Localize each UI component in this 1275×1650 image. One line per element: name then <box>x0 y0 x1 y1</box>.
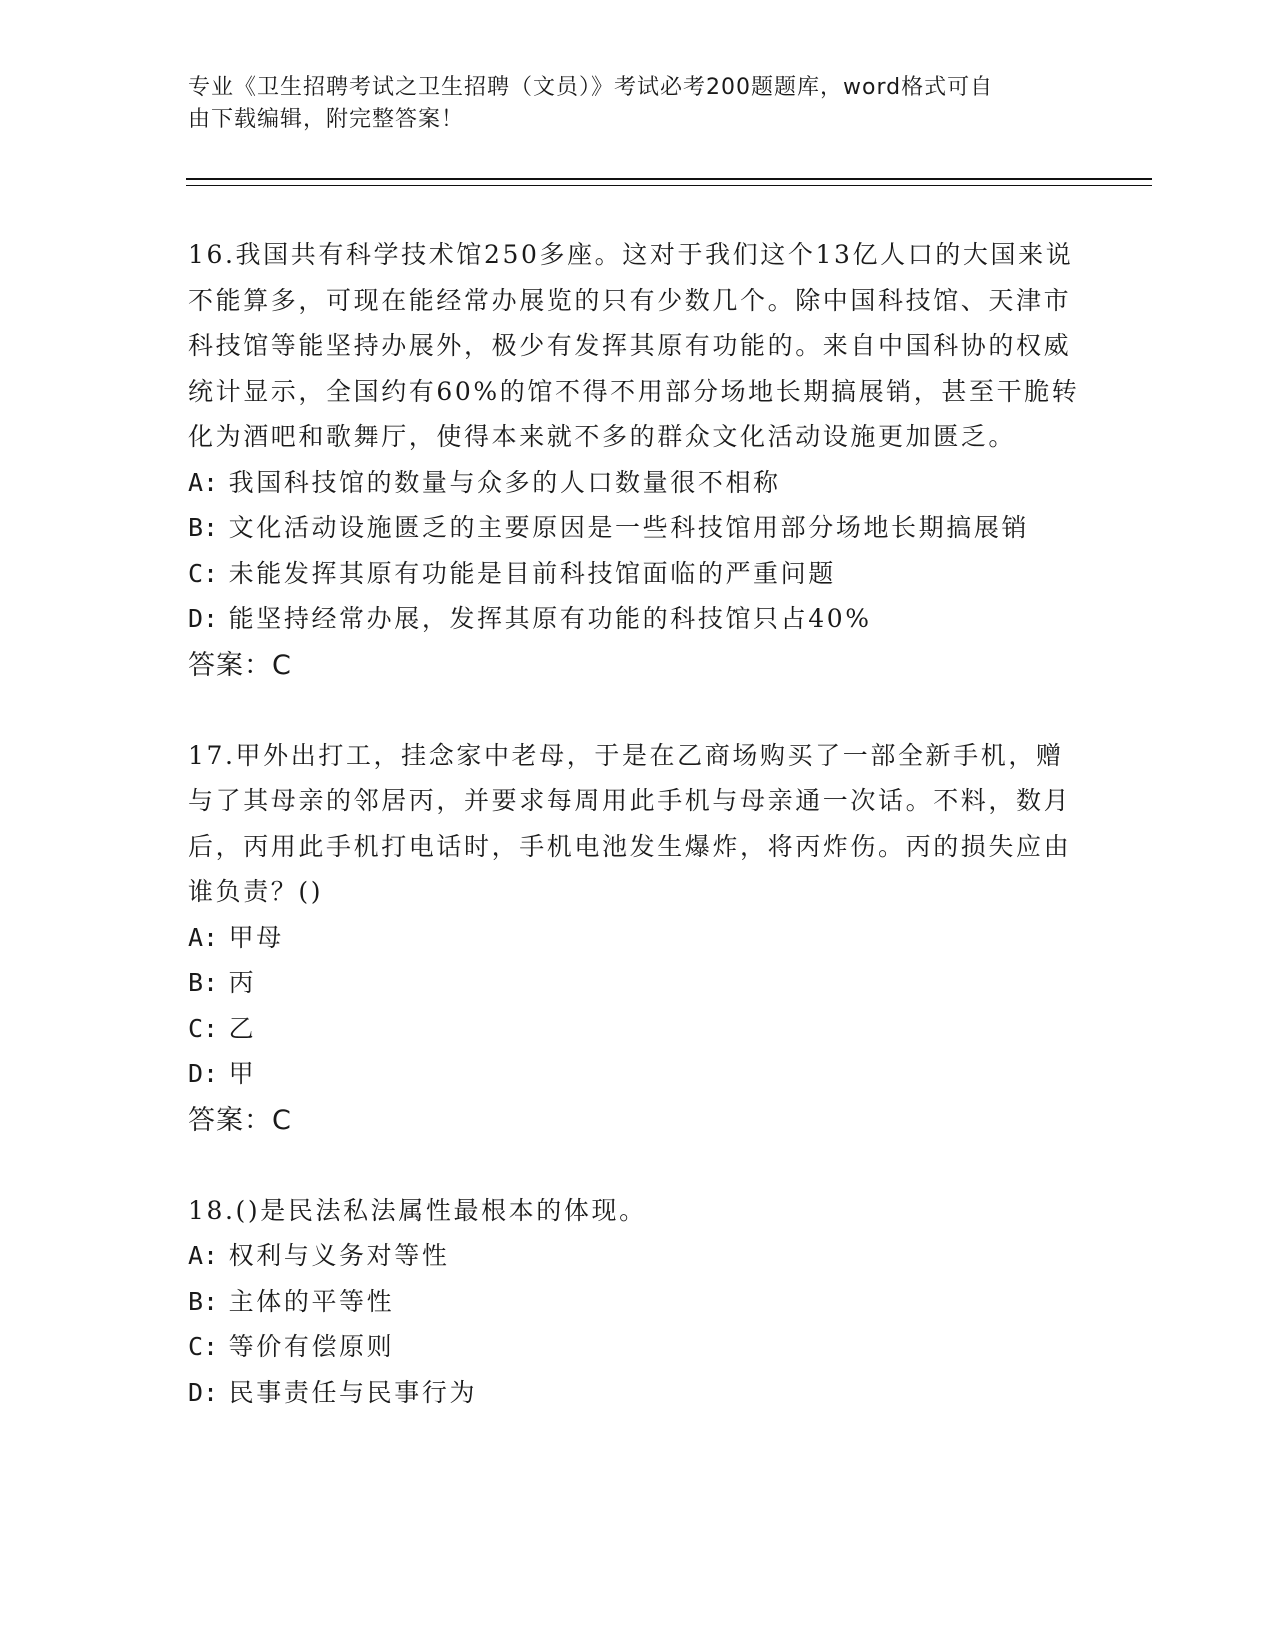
option-d <box>188 1051 1088 1097</box>
option-a <box>188 915 1088 961</box>
option-b <box>188 1279 1088 1325</box>
option-text: 民事责任与民事行为 <box>228 1377 478 1407</box>
option-letter: A: <box>188 922 219 952</box>
option-text: 甲 <box>228 1059 257 1088</box>
question-stem: 17.甲外出打工，挂念家中老母，于是在乙商场购买了一部全新手机，赠与了其母亲的邻居丙，并要求每周用此手机与母亲通一次话。不料，数月后，丙用此手机打电话时，手机电池发生爆炸，将丙炸伤。丙的损失应由谁负责？() <box>188 740 1072 906</box>
question-17 <box>188 733 1088 1144</box>
question-stem: 16.我国共有科学技术馆250多座。这对于我们这个13亿人口的大国来说不能算多，可现在能经常办展览的只有少数几个。除中国科技馆、天津市科技馆等能坚持办展外，极少有发挥其原有功能的。来自中国科协的权威统计显示，全国约有60%的馆不得不用部分场地长期搞展销，甚至干脆转化为酒吧和歌舞厅，使得本来就不多的群众文化活动设施更加匮乏。 <box>188 240 1080 451</box>
option-a <box>188 460 1088 506</box>
document-header <box>188 72 1088 136</box>
answer-line: 答案：C <box>188 649 292 681</box>
option-letter: D: <box>188 604 219 633</box>
header-title-line-2: 由下载编辑，附完整答案！ <box>188 107 465 132</box>
option-text: 能坚持经常办展，发挥其原有功能的科技馆只占40% <box>228 604 872 633</box>
option-letter: B: <box>188 1286 219 1316</box>
option-c <box>188 1324 1088 1370</box>
option-text: 我国科技馆的数量与众多的人口数量很不相称 <box>228 467 781 497</box>
question-18 <box>188 1188 1088 1416</box>
option-text: 丙 <box>228 968 257 997</box>
option-text: 主体的平等性 <box>228 1286 395 1316</box>
option-letter: B: <box>188 968 219 997</box>
header-divider <box>186 178 1152 186</box>
option-text: 权利与义务对等性 <box>228 1241 450 1270</box>
option-text: 未能发挥其原有功能是目前科技馆面临的严重问题 <box>228 558 836 588</box>
question-stem: 18.()是民法私法属性最根本的体现。 <box>188 1195 647 1225</box>
option-letter: A: <box>188 467 219 497</box>
option-b <box>188 960 1088 1006</box>
option-d <box>188 1370 1088 1416</box>
header-title-line-1: 专业《卫生招聘考试之卫生招聘（文员）》考试必考200题题库，word格式可自 <box>188 75 994 100</box>
option-letter: C: <box>188 1013 219 1043</box>
option-text: 甲母 <box>228 922 284 952</box>
option-letter: B: <box>188 513 219 542</box>
option-letter: C: <box>188 558 219 588</box>
option-letter: D: <box>188 1377 219 1407</box>
option-c <box>188 551 1088 597</box>
option-a <box>188 1233 1088 1279</box>
question-list <box>188 232 1088 1459</box>
option-letter: A: <box>188 1241 219 1270</box>
option-c <box>188 1006 1088 1052</box>
option-d <box>188 596 1088 642</box>
option-letter: D: <box>188 1059 219 1088</box>
option-text: 文化活动设施匮乏的主要原因是一些科技馆用部分场地长期搞展销 <box>228 513 1030 542</box>
option-letter: C: <box>188 1332 219 1361</box>
option-text: 等价有偿原则 <box>228 1332 395 1361</box>
option-b <box>188 505 1088 551</box>
question-16 <box>188 232 1088 689</box>
answer-line: 答案：C <box>188 1104 292 1136</box>
option-text: 乙 <box>228 1013 257 1043</box>
